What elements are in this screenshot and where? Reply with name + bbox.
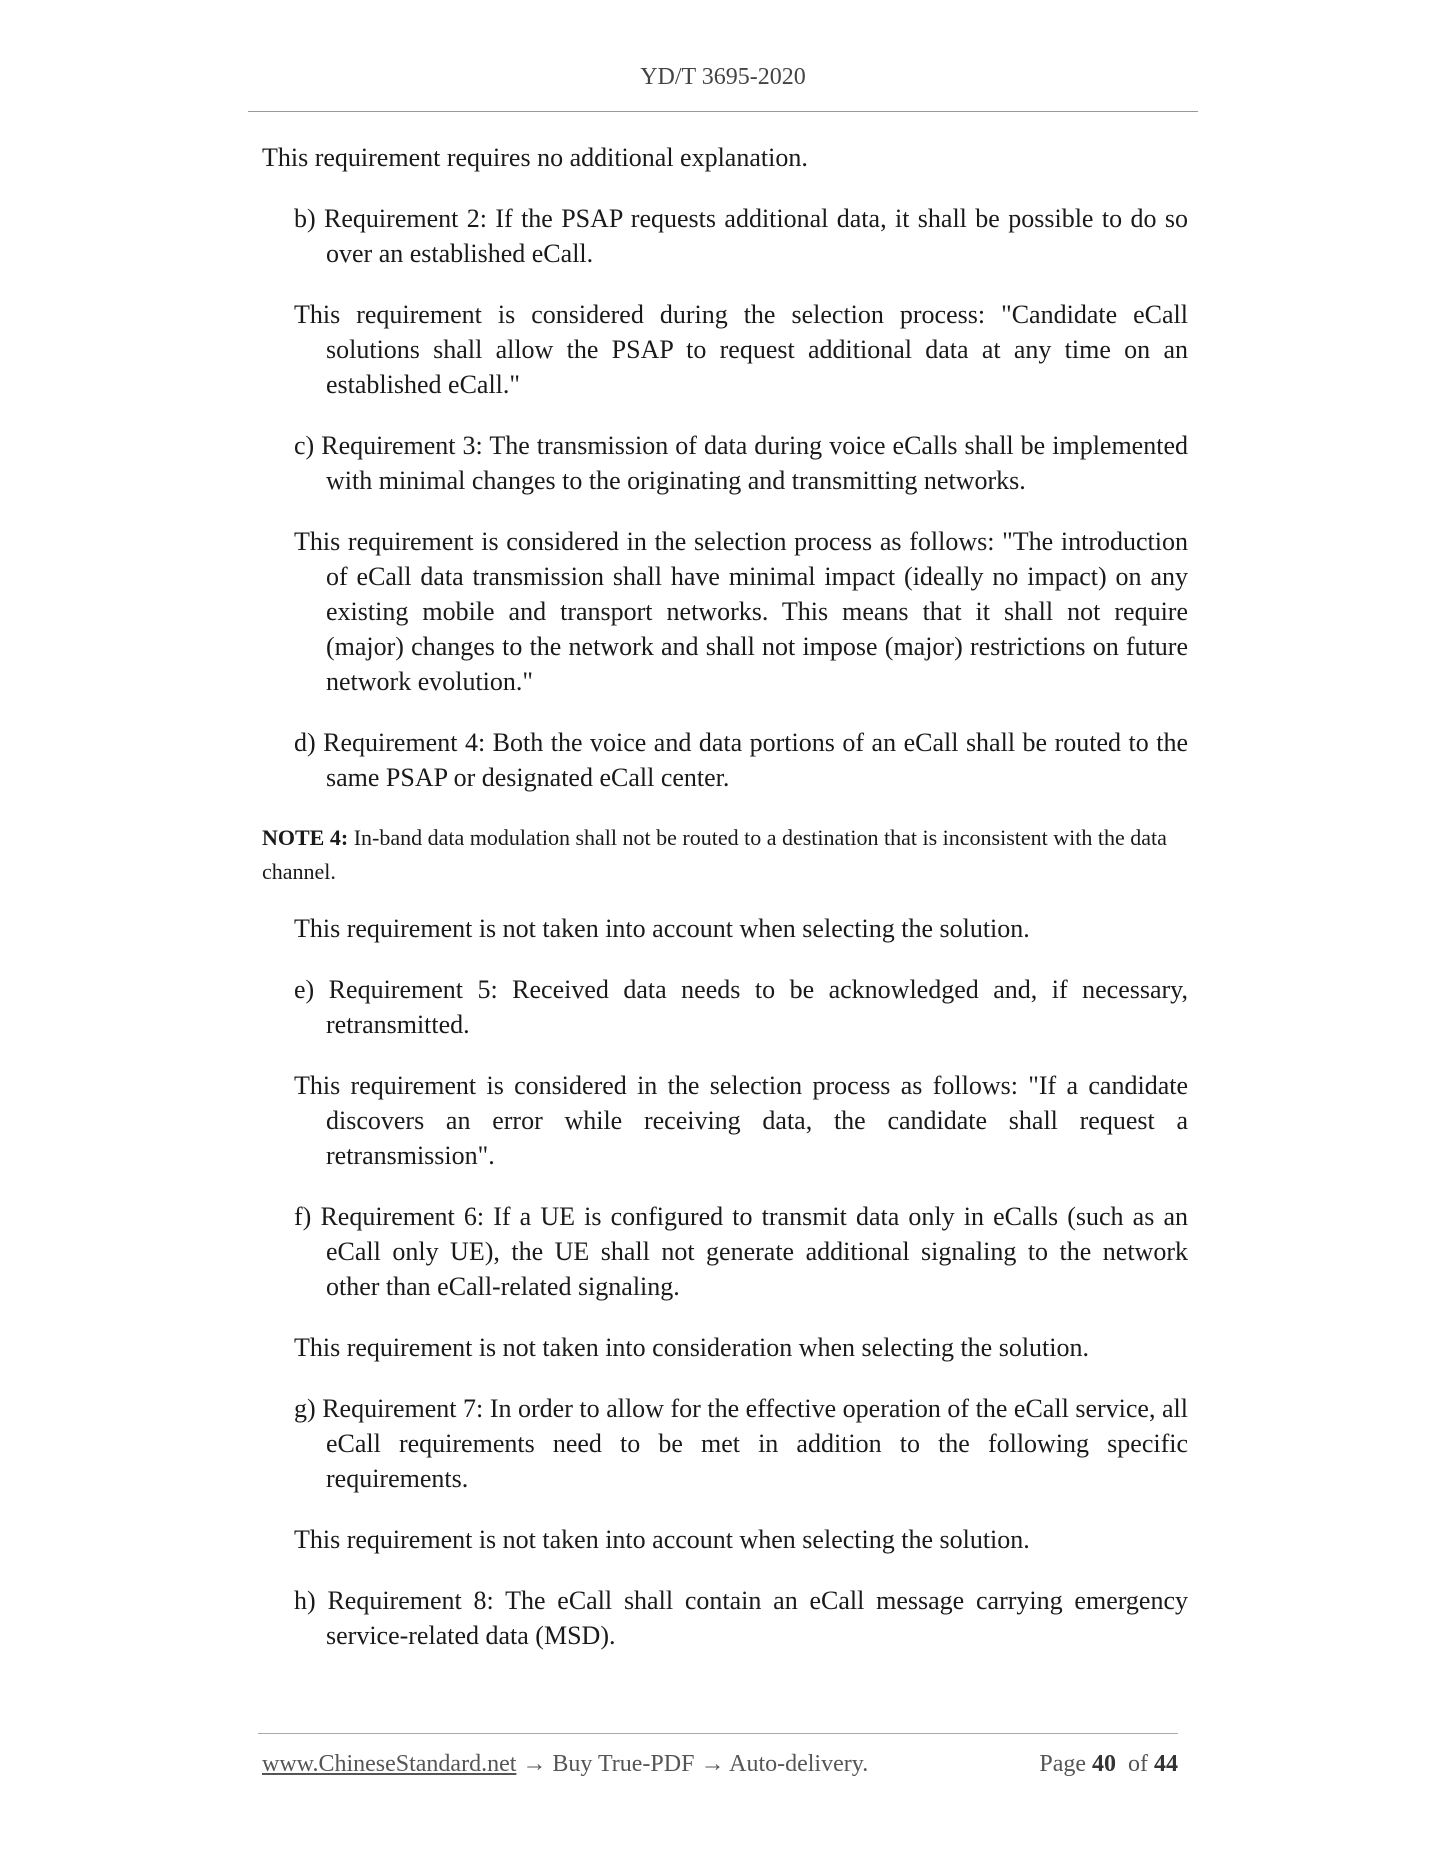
note-text: In-band data modulation shall not be routed to a destination that is inconsistent with the data channel. — [262, 825, 1167, 884]
paragraph: This requirement is considered in the selection process as follows: "The introduction of eCall data transmission shall have minimal impact (ideally no impact) on any existing mobile and transport networks. This means that it shall not require (major) changes to the network and shall not impose (major) restrictions on future network evolution." — [294, 527, 1188, 696]
requirement-item: d) Requirement 4: Both the voice and data portions of an eCall shall be routed to the same PSAP or designated eCall center. — [294, 728, 1188, 792]
requirement-item: c) Requirement 3: The transmission of data during voice eCalls shall be implemented with minimal changes to the originating and transmitting networks. — [294, 431, 1188, 495]
paragraph: This requirement is not taken into consideration when selecting the solution. — [294, 1333, 1089, 1362]
page-total: 44 — [1154, 1751, 1178, 1777]
requirement-item: h) Requirement 8: The eCall shall contain an eCall message carrying emergency service-related data (MSD). — [294, 1586, 1188, 1650]
paragraph: This requirement is considered during the selection process: "Candidate eCall solutions shall allow the PSAP to request additional data at any time on an established eCall." — [294, 300, 1188, 399]
paragraph: This requirement requires no additional explanation. — [262, 143, 808, 172]
page-number: 40 — [1092, 1751, 1116, 1777]
footer-promo — [262, 1751, 868, 1778]
document-header: YD/T 3695-2020 — [640, 64, 806, 90]
requirement-item: b) Requirement 2: If the PSAP requests additional data, it shall be possible to do so over an established eCall. — [294, 204, 1188, 268]
note — [262, 821, 1188, 889]
paragraph: This requirement is not taken into account when selecting the solution. — [294, 1525, 1030, 1554]
footer-promo-text: → Buy True-PDF → Auto-delivery. — [516, 1751, 869, 1777]
requirement-item: g) Requirement 7: In order to allow for the effective operation of the eCall service, all eCall requirements need to be met in addition to the following specific requirements. — [294, 1394, 1188, 1493]
document-body — [262, 140, 1188, 1679]
footer-divider — [258, 1733, 1178, 1734]
note-label: NOTE 4: — [262, 825, 349, 850]
paragraph: This requirement is considered in the selection process as follows: "If a candidate discovers an error while receiving data, the candidate shall request a retransmission". — [294, 1071, 1188, 1170]
paragraph: This requirement is not taken into account when selecting the solution. — [294, 914, 1030, 943]
website-link[interactable]: www.ChineseStandard.net — [262, 1751, 517, 1777]
requirement-item: e) Requirement 5: Received data needs to be acknowledged and, if necessary, retransmitted. — [294, 975, 1188, 1039]
page-footer — [262, 1751, 1178, 1778]
page-indicator: Page 40 of 44 — [1039, 1751, 1178, 1777]
header-divider — [248, 111, 1198, 112]
requirement-item: f) Requirement 6: If a UE is configured to transmit data only in eCalls (such as an eCall only UE), the UE shall not generate additional signaling to the network other than eCall-related signaling. — [294, 1202, 1188, 1301]
